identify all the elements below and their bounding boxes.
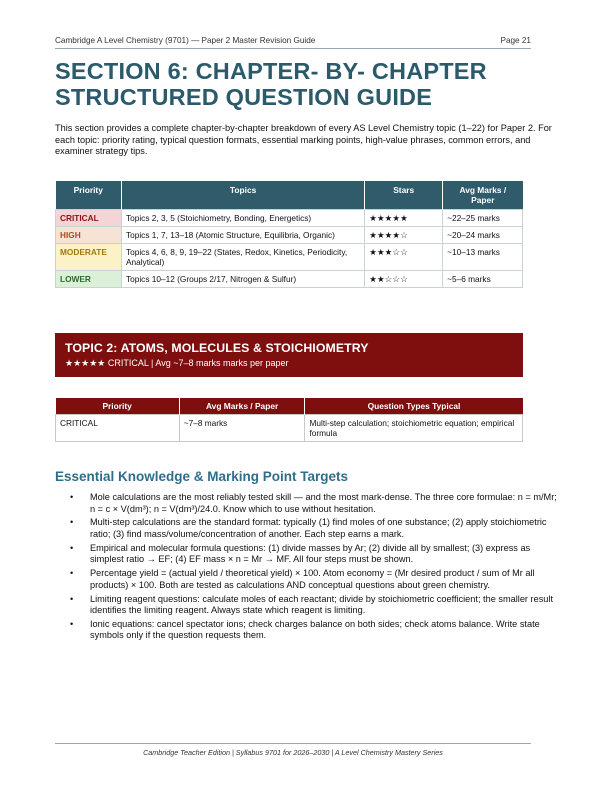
bullet-icon: • bbox=[70, 492, 74, 502]
header-stars: Stars bbox=[365, 181, 443, 210]
question-types-cell: Multi-step calculation; stoichiometric equation; empirical formula bbox=[305, 415, 523, 442]
section-title bbox=[55, 58, 545, 110]
topics-cell: Topics 2, 3, 5 (Stoichiometry, Bonding, Energetics) bbox=[121, 210, 364, 227]
marks-cell: ~22–25 marks bbox=[443, 210, 523, 227]
bullet-icon: • bbox=[70, 618, 74, 629]
list-item-text: Multi-step calculations are the standard format: typically (1) find moles of one substance; (2) apply stoichiometric ratio; (3) find mass/volume/concentration of another. Each step earns a mark. bbox=[90, 517, 547, 539]
header-priority: Priority bbox=[56, 181, 122, 210]
stars-cell: ★★☆☆☆ bbox=[365, 271, 443, 288]
list-item bbox=[70, 619, 560, 642]
list-item-text: Mole calculations are the most reliably tested skill — and the most mark-dense. The three core formulae: n = m/Mr; n = c × V(dm³); n = V(dm³)/24.0. Know which to use without hesitation. bbox=[90, 492, 557, 514]
priority-cell: MODERATE bbox=[56, 244, 122, 271]
header-topics: Topics bbox=[121, 181, 364, 210]
list-item bbox=[70, 568, 560, 591]
list-item bbox=[70, 594, 560, 617]
topic-subtitle: ★★★★★ CRITICAL | Avg ~7–8 marks marks per paper bbox=[65, 358, 289, 368]
stars-cell: ★★★☆☆ bbox=[365, 244, 443, 271]
priority-cell: HIGH bbox=[56, 227, 122, 244]
priority-cell: CRITICAL bbox=[56, 210, 122, 227]
marks-cell: ~7–8 marks bbox=[179, 415, 305, 442]
list-item-text: Percentage yield = (actual yield / theoretical yield) × 100. Atom economy = (Mr desired product / sum of Mr all products) × 100. Both are tested as calculations AND conceptual questions about green chemistry. bbox=[90, 568, 535, 590]
list-item bbox=[70, 492, 560, 515]
list-item-text: Empirical and molecular formula questions: (1) divide masses by Ar; (2) divide all by smallest; (3) express as simplest ratio → EF; (4) EF mass × n = Mr → MF. All four steps must be shown. bbox=[90, 542, 531, 565]
priority-table-header bbox=[56, 181, 523, 210]
bullet-icon: • bbox=[70, 568, 74, 579]
priority-cell: LOWER bbox=[56, 271, 122, 288]
table-row bbox=[56, 415, 523, 442]
bullet-icon: • bbox=[70, 593, 74, 604]
section-intro: This section provides a complete chapter-by-chapter breakdown of every AS Level Chemistry topic (1–22) for Paper 2. For each topic: priority rating, typical question formats, essential marking points, high-value phrases, common errors, and examiner strategy tips. bbox=[55, 123, 552, 156]
topic-title: TOPIC 2: ATOMS, MOLECULES & STOICHIOMETRY bbox=[65, 341, 369, 355]
running-header-title: Cambridge A Level Chemistry (9701) — Paper 2 Master Revision Guide bbox=[55, 36, 316, 45]
header-avg-marks: Avg Marks / Paper bbox=[443, 181, 523, 210]
marks-cell: ~10–13 marks bbox=[443, 244, 523, 271]
stars-cell: ★★★★★ bbox=[365, 210, 443, 227]
list-item-text: Ionic equations: cancel spectator ions; check charges balance on both sides; check atoms balance. Write state symbols only if the question requests them. bbox=[90, 618, 540, 641]
page-number: Page 21 bbox=[500, 36, 531, 45]
list-item-text: Limiting reagent questions: calculate moles of each reactant; divide by stoichiometric coefficient; the smaller result identifies the limiting reagent. Always state which reagent is limiting. bbox=[90, 593, 554, 616]
header-question-types: Question Types Typical bbox=[305, 398, 523, 415]
running-header bbox=[55, 36, 531, 49]
table-row bbox=[56, 271, 523, 288]
footer-divider bbox=[55, 743, 531, 744]
topic-table-header bbox=[56, 398, 523, 415]
marks-cell: ~20–24 marks bbox=[443, 227, 523, 244]
topic-banner bbox=[55, 333, 523, 377]
table-row bbox=[56, 227, 523, 244]
header-priority: Priority bbox=[56, 398, 180, 415]
bullet-icon: • bbox=[70, 517, 74, 528]
priority-cell: CRITICAL bbox=[56, 415, 180, 442]
table-row bbox=[56, 210, 523, 227]
topic-summary-table bbox=[55, 398, 523, 442]
section-title-line-2: STRUCTURED QUESTION GUIDE bbox=[55, 84, 433, 110]
topics-cell: Topics 4, 6, 8, 9, 19–22 (States, Redox, Kinetics, Periodicity, Analytical) bbox=[121, 244, 364, 271]
table-row bbox=[56, 244, 523, 271]
running-footer: Cambridge Teacher Edition | Syllabus 9701 for 2026–2030 | A Level Chemistry Mastery Series bbox=[143, 748, 443, 757]
list-item bbox=[70, 517, 560, 540]
list-item bbox=[70, 543, 560, 566]
bullet-icon: • bbox=[70, 542, 74, 553]
knowledge-heading: Essential Knowledge & Marking Point Targets bbox=[55, 469, 349, 484]
section-title-line-1: SECTION 6: CHAPTER- BY- CHAPTER bbox=[55, 58, 487, 84]
priority-table bbox=[55, 181, 523, 288]
header-avg-marks: Avg Marks / Paper bbox=[179, 398, 305, 415]
topics-cell: Topics 10–12 (Groups 2/17, Nitrogen & Sulfur) bbox=[121, 271, 364, 288]
topics-cell: Topics 1, 7, 13–18 (Atomic Structure, Equilibria, Organic) bbox=[121, 227, 364, 244]
knowledge-list bbox=[70, 492, 560, 644]
marks-cell: ~5–6 marks bbox=[443, 271, 523, 288]
stars-cell: ★★★★☆ bbox=[365, 227, 443, 244]
